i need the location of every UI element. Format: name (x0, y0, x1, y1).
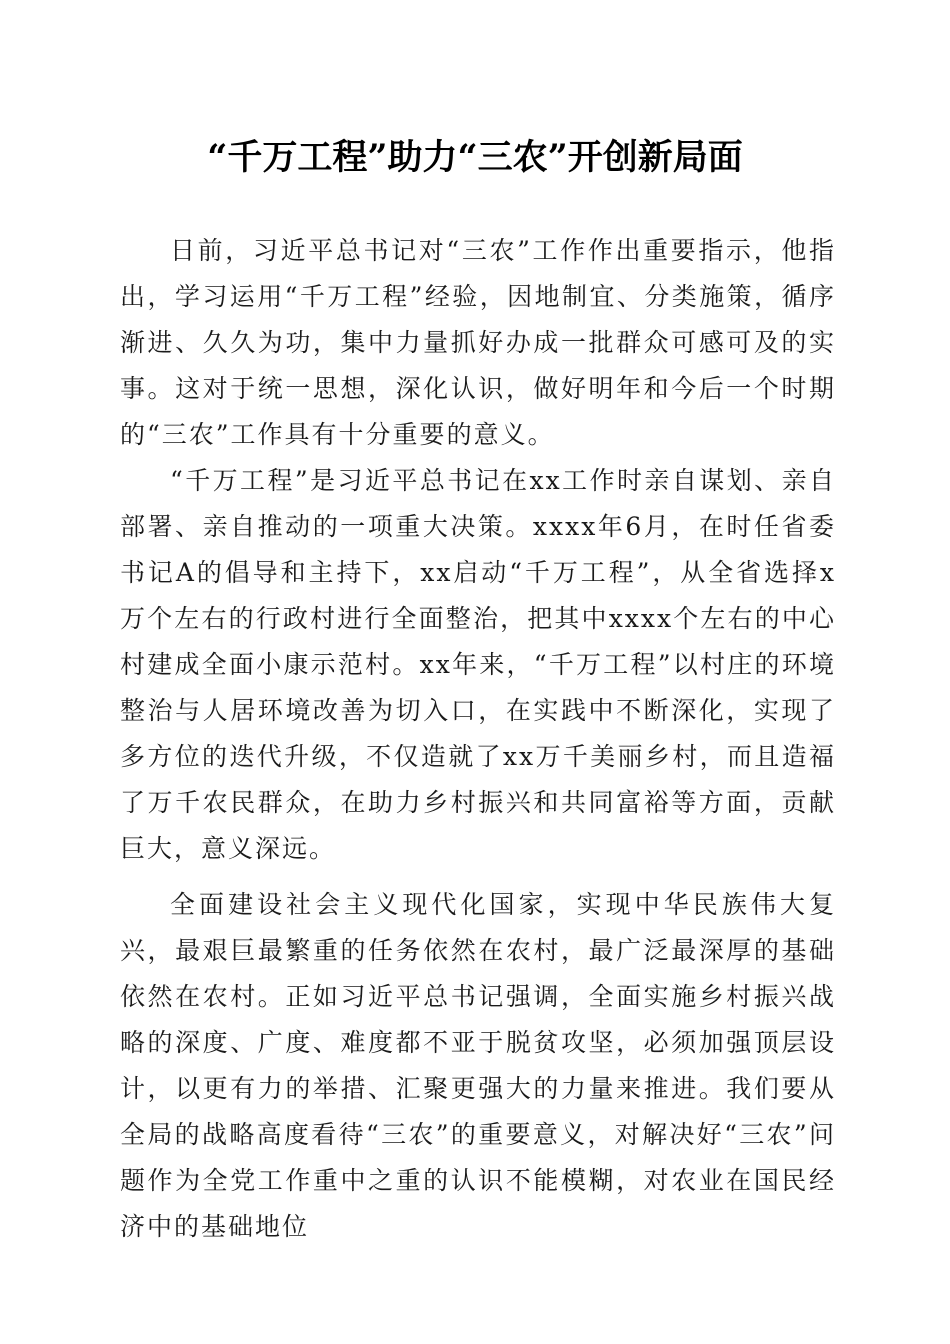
paragraph-3: 全面建设社会主义现代化国家，实现中华民族伟大复兴，最艰巨最繁重的任务依然在农村，最广泛最深厚的基础依然在农村。正如习近平总书记强调，全面实施乡村振兴战略的深度、广度、难度都不亚于脱贫攻坚，必须加强顶层设计，以更有力的举措、汇聚更强大的力量来推进。我们要从全局的战略高度看待“三农”的重要意义，对解决好“三农”问题作为全党工作重中之重的认识不能模糊，对农业在国民经济中的基础地位 (120, 890, 836, 1241)
document-title: “千万工程”助力“三农”开创新局面 (207, 137, 743, 178)
document-body (120, 228, 836, 1250)
paragraph-2: “千万工程”是习近平总书记在xx工作时亲自谋划、亲自部署、亲自推动的一项重大决策。xxxx年6月，在时任省委书记A的倡导和主持下，xx启动“千万工程”，从全省选择x万个左右的行政村进行全面整治，把其中xxxx个左右的中心村建成全面小康示范村。xx年来，“千万工程”以村庄的环境整治与人居环境改善为切入口，在实践中不断深化，实现了多方位的迭代升级，不仅造就了xx万千美丽乡村，而且造福了万千农民群众，在助力乡村振兴和共同富裕等方面，贡献巨大，意义深远。 (120, 466, 836, 863)
paragraph-1: 日前，习近平总书记对“三农”工作作出重要指示，他指出，学习运用“千万工程”经验，因地制宜、分类施策，循序渐进、久久为功，集中力量抓好办成一批群众可感可及的实事。这对于统一思想，深化认识，做好明年和今后一个时期的“三农”工作具有十分重要的意义。 (120, 236, 836, 449)
